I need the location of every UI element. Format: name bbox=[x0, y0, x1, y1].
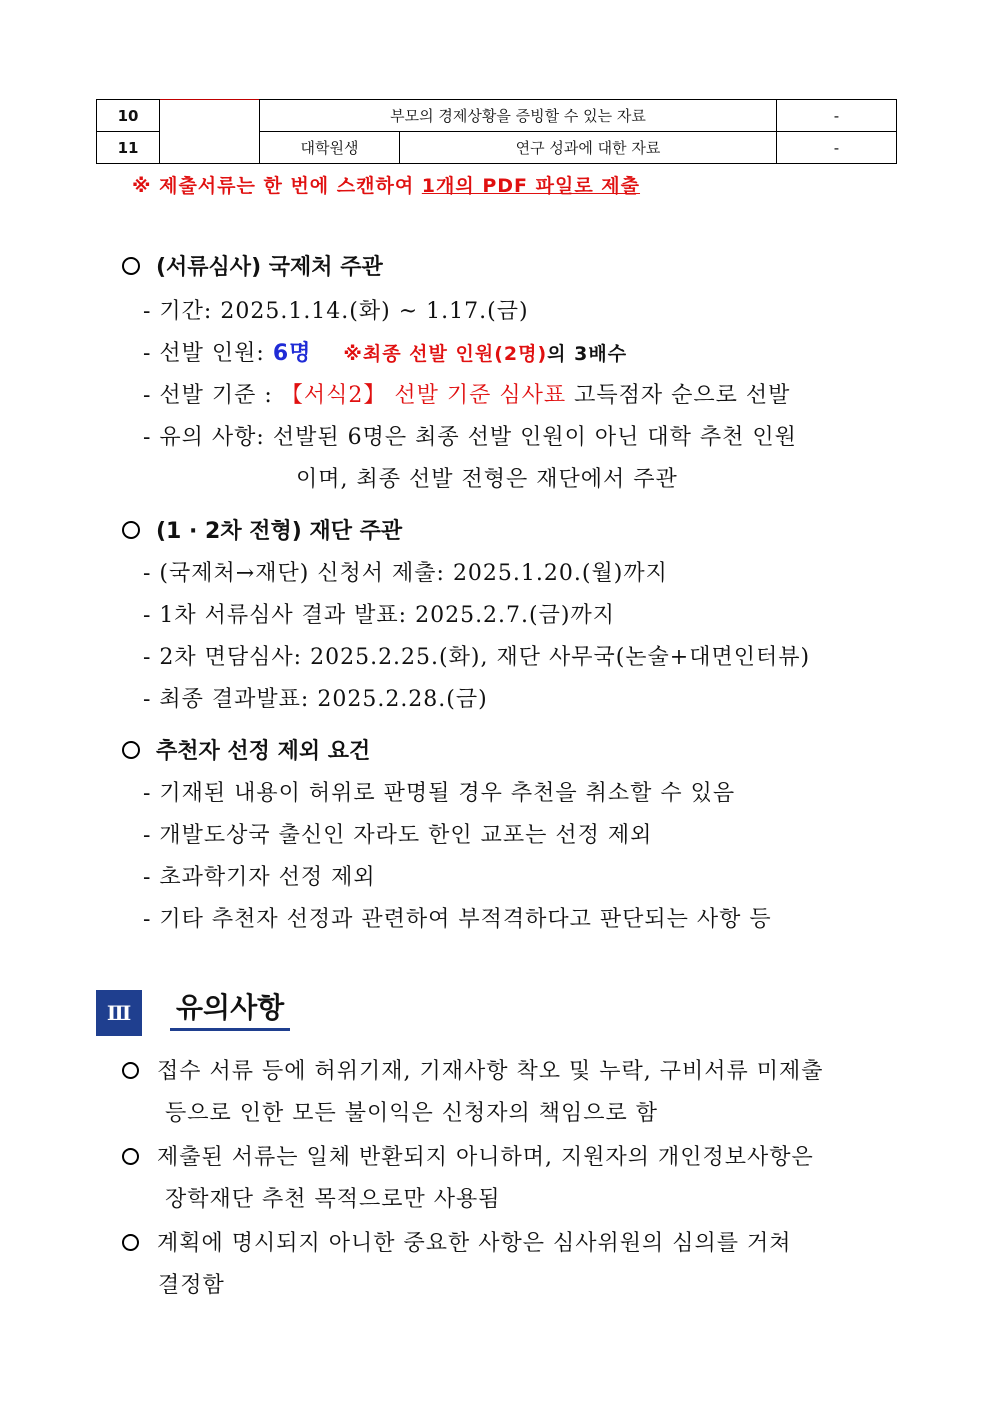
list-item: - 1차 서류심사 결과 발표: 2025.2.7.(금)까지 bbox=[143, 603, 615, 628]
section-heading-foundation bbox=[122, 514, 402, 545]
section-title: 유의사항 bbox=[170, 986, 290, 1031]
table-row bbox=[97, 100, 897, 132]
list-item: - 기재된 내용이 허위로 판명될 경우 추천을 취소할 수 있음 bbox=[143, 781, 736, 806]
screening-caution-line2: 이며, 최종 선발 전형은 재단에서 주관 bbox=[296, 467, 678, 492]
note-text: 제출된 서류는 일체 반환되지 아니하며, 지원자의 개인정보사항은 bbox=[157, 1145, 814, 1170]
note-text: 접수 서류 등에 허위기재, 기재사항 착오 및 누락, 구비서류 미제출 bbox=[157, 1059, 824, 1084]
heading-text: (1 · 2차 전형) 재단 주관 bbox=[156, 519, 403, 544]
screening-criteria bbox=[143, 378, 790, 409]
circle-bullet-icon bbox=[122, 741, 140, 759]
document-description: 연구 성과에 대한 자료 bbox=[400, 132, 777, 164]
section-heading-exclusion bbox=[122, 734, 370, 765]
criteria-label: - 선발 기준 : bbox=[143, 383, 281, 408]
count-label: - 선발 인원: bbox=[143, 341, 273, 366]
list-item: - 초과학기자 선정 제외 bbox=[143, 865, 376, 890]
screening-caution-line1: - 유의 사항: 선발된 6명은 최종 선발 인원이 아닌 대학 추천 인원 bbox=[143, 425, 797, 450]
list-item: - 최종 결과발표: 2025.2.28.(금) bbox=[143, 687, 488, 712]
list-item: - 개발도상국 출신인 자라도 한인 교포는 선정 제외 bbox=[143, 823, 653, 848]
notice-underlined-text: 1개의 PDF 파일로 제출 bbox=[421, 175, 641, 197]
screening-period: - 기간: 2025.1.14.(화) ~ 1.17.(금) bbox=[143, 299, 529, 324]
note-item-2-cont: 장학재단 추천 목적으로만 사용됨 bbox=[165, 1187, 501, 1212]
notice-text: ※ 제출서류는 한 번에 스캔하여 bbox=[132, 175, 422, 197]
list-item: - (국제처→재단) 신청서 제출: 2025.1.20.(월)까지 bbox=[143, 561, 668, 586]
criteria-form-ref: 【서식2】 선발 기준 심사표 bbox=[280, 383, 567, 408]
circle-bullet-icon bbox=[122, 521, 140, 539]
list-item: - 2차 면담심사: 2025.2.25.(화), 재단 사무국(논술+대면인터뷰) bbox=[143, 645, 811, 670]
criteria-rest: 고득점자 순으로 선발 bbox=[566, 383, 791, 408]
empty-category-cell bbox=[160, 100, 260, 164]
note-item-3 bbox=[122, 1226, 792, 1257]
list-item: - 기타 추천자 선정과 관련하여 부적격하다고 판단되는 사항 등 bbox=[143, 907, 772, 932]
target-cell: 대학원생 bbox=[260, 132, 400, 164]
note-item-2 bbox=[122, 1140, 814, 1171]
section-number-badge: Ⅲ bbox=[96, 990, 142, 1036]
count-note-red: ※최종 선발 인원(2명) bbox=[343, 343, 548, 365]
circle-bullet-icon bbox=[122, 257, 140, 275]
document-description: 부모의 경제상황을 증빙할 수 있는 자료 bbox=[260, 100, 777, 132]
circle-bullet-icon bbox=[122, 1062, 139, 1079]
note-item-1 bbox=[122, 1054, 823, 1085]
count-note: 의 3배수 bbox=[547, 343, 628, 365]
document-table bbox=[96, 99, 897, 164]
count-value: 6명 bbox=[272, 341, 312, 366]
note-cell: - bbox=[777, 132, 897, 164]
screening-count bbox=[143, 336, 627, 367]
note-item-1-cont: 등으로 인한 모든 불이익은 신청자의 책임으로 함 bbox=[165, 1101, 659, 1126]
circle-bullet-icon bbox=[122, 1148, 139, 1165]
heading-text: (서류심사) 국제처 주관 bbox=[156, 255, 383, 280]
circle-bullet-icon bbox=[122, 1234, 139, 1251]
note-item-3-cont: 결정함 bbox=[158, 1273, 225, 1298]
note-cell: - bbox=[777, 100, 897, 132]
row-number: 11 bbox=[97, 132, 160, 164]
heading-text: 추천자 선정 제외 요건 bbox=[156, 739, 371, 764]
submission-notice bbox=[132, 171, 640, 198]
section-heading-screening bbox=[122, 250, 383, 281]
note-text: 계획에 명시되지 아니한 중요한 사항은 심사위원의 심의를 거쳐 bbox=[157, 1231, 792, 1256]
row-number: 10 bbox=[97, 100, 160, 132]
